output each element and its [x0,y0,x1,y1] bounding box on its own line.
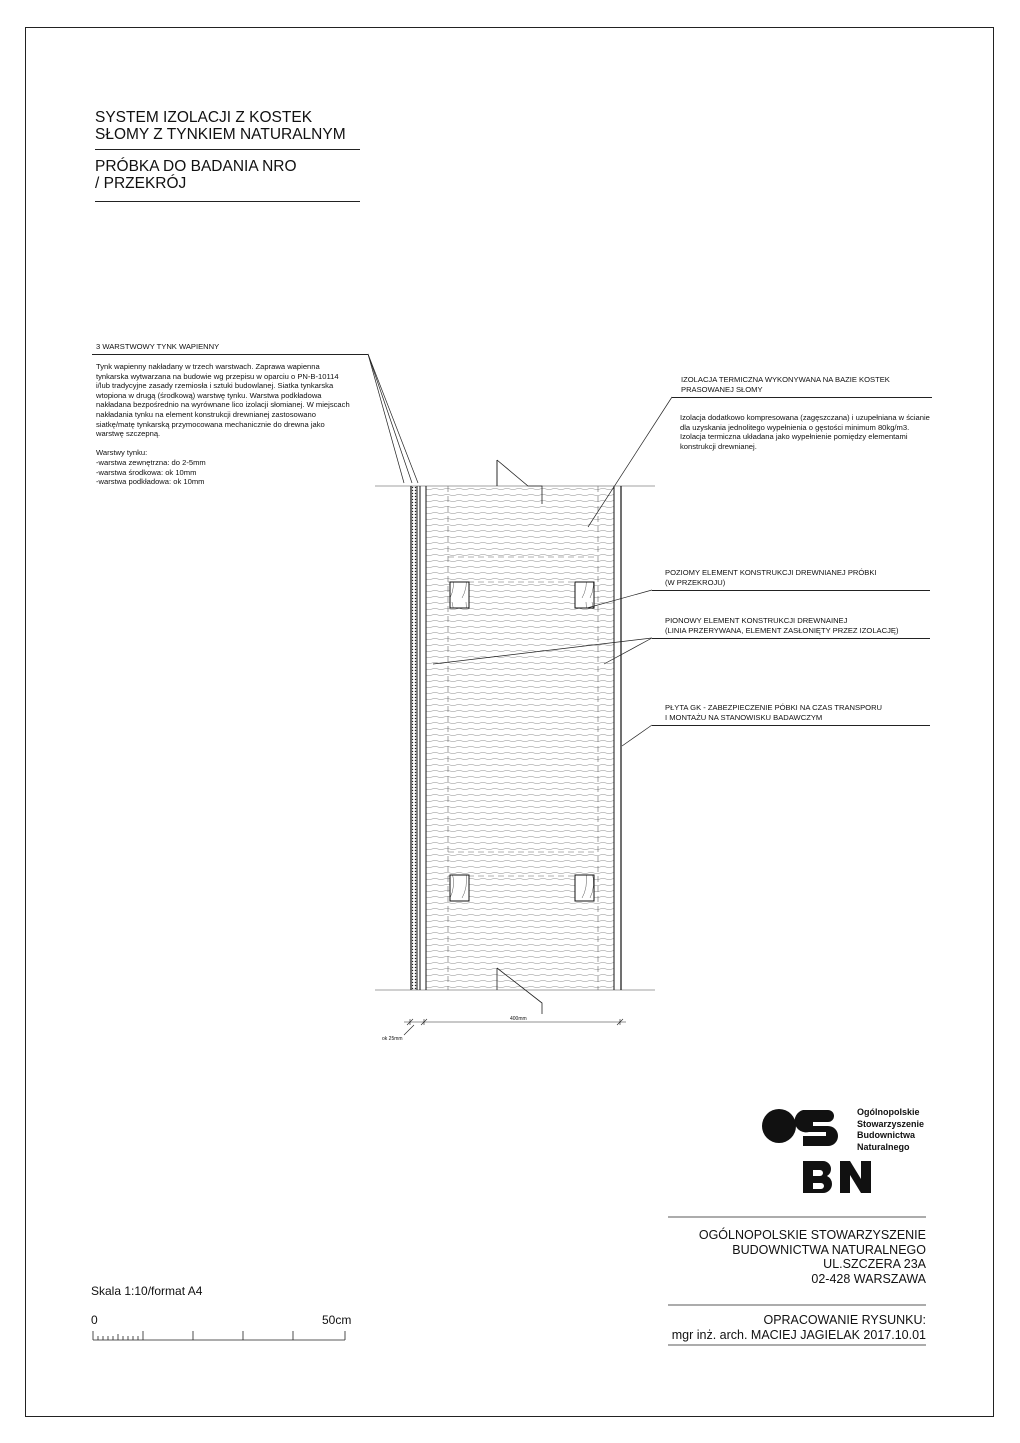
plaster-body-line: nakładana bezpośrednio na wyrównane lico izolacji słomianej. W miejscach [96,400,350,410]
plaster-layers-heading: Warstwy tynku: [96,448,148,458]
author-block [672,1313,926,1342]
logo-caption-line: Ogólnopolskie [857,1107,920,1117]
logo-caption-line: Naturalnego [857,1141,910,1152]
org-line-3: UL.SZCZERA 23A [823,1257,926,1271]
straw-body-line: Izolacja dodatkowo kompresowana (zagęszczana) i uzupełniana w ścianie [680,413,930,422]
title-line-3: PRÓBKA DO BADANIA NRO [95,158,297,175]
dimension-line [404,1019,626,1035]
plaster-body-line: Tynk wapienny nakładany w trzech warstwach. Zaprawa wapienna [96,362,320,371]
scale-end-label: 50cm [322,1313,352,1327]
title-line-2: SŁOMY Z TYNKIEM NATURALNYM [95,126,346,143]
logo-letter-s [795,1110,838,1146]
title-line-1: SYSTEM IZOLACJI Z KOSTEK [95,109,313,126]
straw-body-line: Izolacja termiczna układana jako wypełnienie pomiędzy elementami [680,432,908,442]
logo-caption-line: Stowarzyszenie [857,1118,925,1129]
logo-letter-b [803,1161,832,1193]
straw-heading-line-1: IZOLACJA TERMICZNA WYKONYWANA NA BAZIE KOSTEK [681,375,890,384]
org-line-4: 02-428 WARSZAWA [811,1271,926,1286]
callout-vertical-line-1: PIONOWY ELEMENT KONSTRUKCJI DREWNAINEJ [665,616,848,625]
plaster-body-line: i/lub tradycyjne zasady rzemiosła i sztuki budowlanej. Siatka tynkarska [96,381,334,391]
callout-board-line-1: PŁYTA GK - ZABEZPIECZENIE PÓBKI NA CZAS TRANSPORU [665,703,883,712]
logo-caption-line: Budownictwa [857,1130,915,1140]
timber-section-top-left [450,582,469,608]
plaster-layer-item: -warstwa zewnętrzna: do 2-5mm [96,457,206,467]
author-line-2: mgr inż. arch. MACIEJ JAGIELAK 2017.10.01 [671,1327,926,1342]
org-line-2: BUDOWNICTWA NATURALNEGO [732,1242,926,1257]
callout-horizontal-line-1: POZIOMY ELEMENT KONSTRUKCJI DREWNIANEJ PRÓBKI [665,568,877,577]
plaster-body-line: nakładania tynku na element konstrukcji drewnianej zastosowano [96,409,316,419]
plaster-body-line: siatkę/matę tynkarską przymocowana mechanicznie do drewna jako [96,419,325,429]
plaster-body-line: wtopiona w drugą (środkową) warstwę tynku. Warstwa podkładowa [96,390,322,400]
logo-letter-o [762,1109,796,1143]
dimension-plaster-label: ok 25mm [382,1036,403,1042]
plaster-body-line: tynkarska wytwarzana na budowie wg przepisu w oparciu o PN-B-10114 [96,371,339,381]
author-line-1: OPRACOWANIE RYSUNKU: [763,1313,926,1327]
scale-bar [93,1331,345,1340]
callout-board-line-2: I MONTAŻU NA STANOWISKU BADAWCZYM [665,712,823,722]
plaster-heading: 3 WARSTWOWY TYNK WAPIENNY [96,342,220,351]
plaster-layer-item: -warstwa podkładowa: ok 10mm [96,477,205,487]
straw-insulation-fill [426,486,614,990]
dimension-width-label: 400mm [510,1016,527,1022]
timber-section-bottom-right [575,875,594,901]
title-line-4: / PRZEKRÓJ [95,175,187,192]
straw-body-line: dla uzyskania jednolitego wypełnienia o gęstości minimum 80kg/m3. [680,422,910,432]
plaster-body-line: warstwę szczepną. [96,429,161,439]
org-line-1: OGÓLNOPOLSKIE STOWARZYSZENIE [698,1228,926,1242]
logo-letter-n [840,1161,871,1193]
scale-label: Skala 1:10/format A4 [91,1284,203,1298]
straw-heading-line-2: PRASOWANEJ SŁOMY [681,384,763,394]
osbn-logo [762,1109,871,1193]
logo-caption [857,1107,924,1153]
timber-section-top-right [575,582,594,608]
organization-block [699,1228,926,1286]
plaster-mesh-layer [412,486,417,990]
callout-horizontal-line-2: (W PRZEKROJU) [665,577,726,587]
scale-start-label: 0 [91,1313,98,1327]
straw-body-line: konstrukcji drewnianej. [680,441,757,451]
callout-vertical-line-2: (LINIA PRZERYWANA, ELEMENT ZASŁONIĘTY PRZEZ IZOLACJĘ) [665,625,899,635]
plaster-layer-item: -warstwa środkowa: ok 10mm [96,467,197,477]
timber-section-bottom-left [450,875,469,901]
